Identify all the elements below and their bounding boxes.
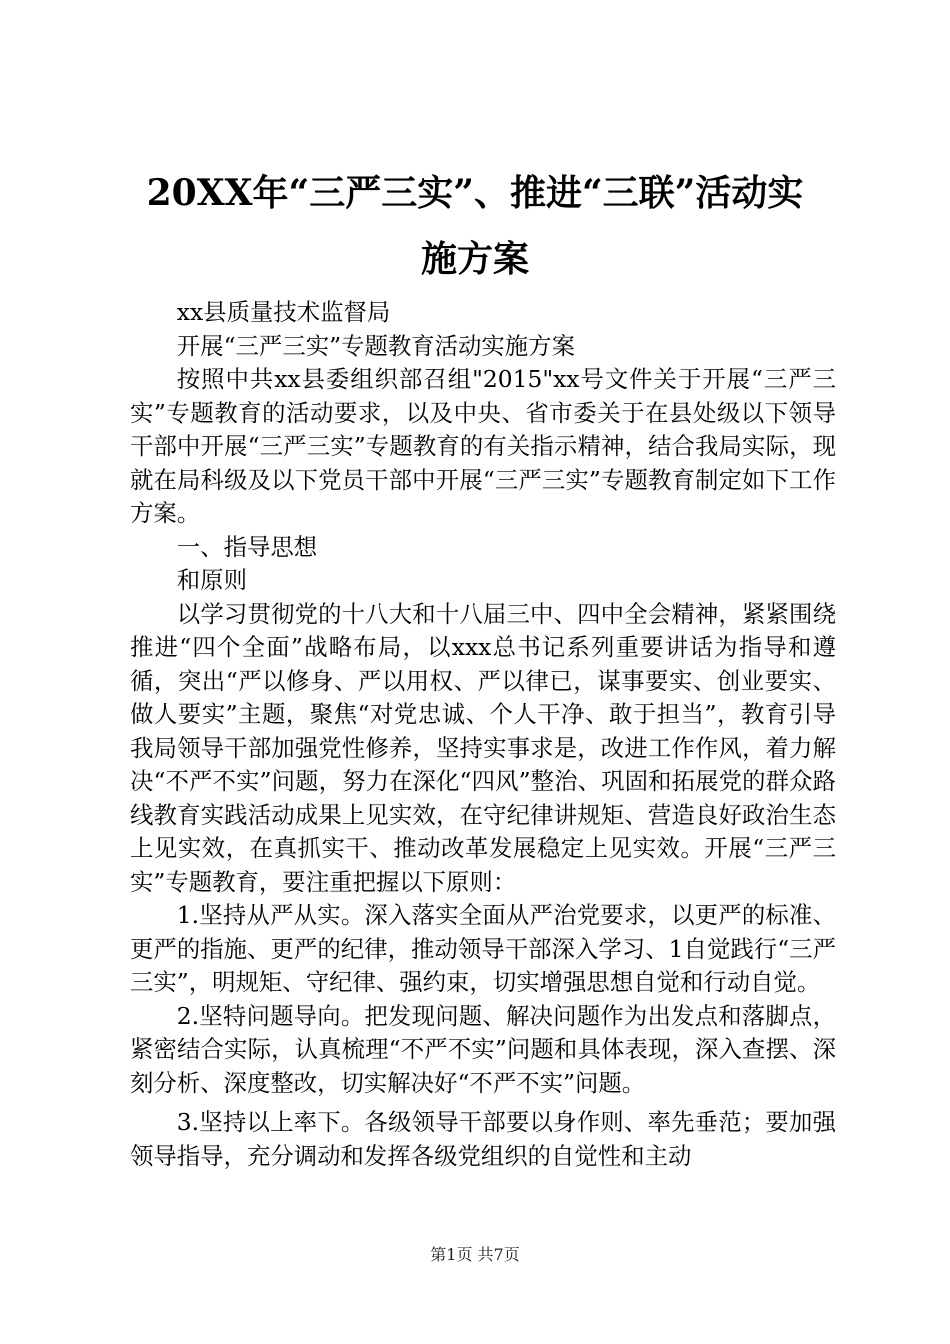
document-body	[130, 296, 836, 1173]
principle-3: 3.坚持以上率下。各级领导干部要以身作则、率先垂范；要加强领导指导，充分调动和发挥各级党组织的自觉性和主动	[130, 1108, 836, 1170]
document-title	[90, 160, 860, 292]
intro-paragraph: 按照中共xx县委组织部召组"2015"xx号文件关于开展“三严三实”专题教育的活动要求，以及中央、省市委关于在县处级以下领导干部中开展“三严三实”专题教育的有关指示精神，结合我局实际，现就在局科级及以下党员干部中开展“三严三实”专题教育制定如下工作方案。	[130, 365, 836, 527]
principle-1: 1.坚持从严从实。深入落实全面从严治党要求，以更严的标准、更严的指施、更严的纪律，推动领导干部深入学习、1自觉践行“三严三实”，明规矩、守纪律、强约束，切实增强思想自觉和行动自觉。	[130, 901, 836, 996]
principle-2: 2.坚特问题导向。把发现问题、解决问题作为出发点和落脚点，紧密结合实际，认真梳理“不严不实”问题和具体表现，深入查摆、深刻分析、深度整改，切实解决好“不严不实”问题。	[130, 1001, 836, 1097]
title-line-1: 20XX年“三严三实”、推进“三联”活动实	[146, 172, 804, 214]
issuer-line: xx县质量技术监督局	[176, 298, 391, 326]
page-footer: 第1页 共7页	[430, 1245, 520, 1264]
section-heading-1-cont: 和原则	[176, 566, 247, 594]
section-heading-1: 一、指导思想	[176, 532, 318, 561]
subtitle-line: 开展“三严三实”专题教育活动实施方案	[176, 331, 575, 360]
guiding-paragraph: 以学习贯彻党的十八大和十八届三中、四中全会精神，紧紧围绕推进“四个全面”战略布局，以xxx总书记系列重要讲话为指导和遵循，突出“严以修身、严以用权、严以律已，谋事要实、创业要实、做人要实”主题，聚焦“对党忠诚、个人干净、敢于担当”，教育引导我局领导干部加强党性修养，坚持实事求是，改进工作作风，着力解决“不严不实”问题，努力在深化“四风”整治、巩固和拓展党的群众路线教育实践活动成果上见实效，在守纪律讲规矩、营造良好政治生态上见实效，在真抓实干、推动改革发展稳定上见实效。开展“三严三实”专题教育，要注重把握以下原则：	[130, 599, 836, 896]
title-line-2: 施方案	[420, 238, 529, 280]
